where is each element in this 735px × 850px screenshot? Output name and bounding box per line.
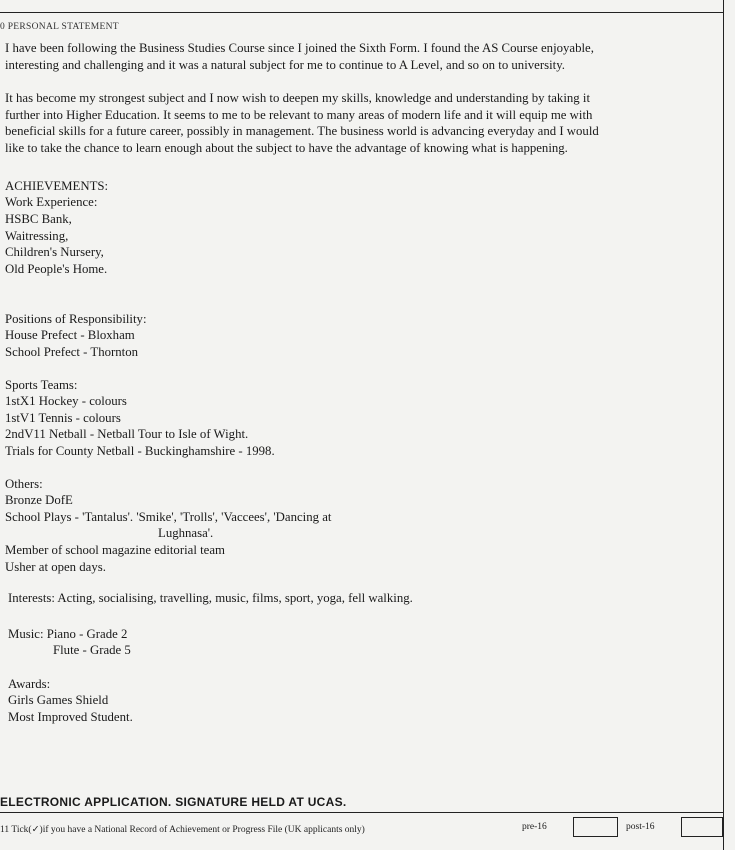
sports-heading: Sports Teams: [5,378,78,392]
top-rule [0,12,724,13]
list-item: School Prefect - Thornton [5,345,139,359]
pre16-label: pre-16 [522,822,547,832]
list-item: Girls Games Shield [8,693,109,707]
list-item: Trials for County Netball - Buckinghamshire - 1998. [5,444,275,458]
electronic-application-notice: ELECTRONIC APPLICATION. SIGNATURE HELD AT UCAS. [0,795,347,809]
achievements-heading: ACHIEVEMENTS: [5,179,109,193]
list-item: School Plays - 'Tantalus'. 'Smike', 'Trolls', 'Vaccees', 'Dancing at [5,510,332,524]
positions-heading: Positions of Responsibility: [5,312,147,326]
right-rule [723,0,724,850]
list-item: Usher at open days. [5,560,106,574]
statement-line: beneficial skills for a future career, possibly in management. The business world is advancing everyday and I would [5,124,599,138]
record-of-achievement-label: 11 Tick(✓)if you have a National Record of Achievement or Progress File (UK applicants only) [0,825,365,835]
list-item: 1stV1 Tennis - colours [5,411,121,425]
post16-checkbox[interactable] [681,817,723,837]
list-item: Member of school magazine editorial team [5,543,225,557]
statement-line: I have been following the Business Studies Course since I joined the Sixth Form. I found the AS Course enjoyable, [5,41,594,55]
list-item: Most Improved Student. [8,710,133,724]
awards-heading: Awards: [8,677,51,691]
list-item: Old People's Home. [5,262,108,276]
others-heading: Others: [5,477,43,491]
list-item: Bronze DofE [5,493,73,507]
work-experience-heading: Work Experience: [5,195,98,209]
list-item: HSBC Bank, [5,212,72,226]
list-item: 2ndV11 Netball - Netball Tour to Isle of Wight. [5,427,249,441]
list-item: Lughnasa'. [158,526,214,540]
list-item: Waitressing, [5,229,69,243]
list-item: 1stX1 Hockey - colours [5,394,127,408]
post16-label: post-16 [626,822,655,832]
statement-line: It has become my strongest subject and I now wish to deepen my skills, knowledge and understanding by taking it [5,91,590,105]
list-item: Children's Nursery, [5,245,104,259]
statement-line: interesting and challenging and it was a natural subject for me to continue to A Level, and so on to university. [5,58,565,72]
pre16-checkbox[interactable] [573,817,618,837]
list-item: House Prefect - Bloxham [5,328,135,342]
music-line: Flute - Grade 5 [53,643,131,657]
bottom-rule [0,812,724,813]
statement-line: further into Higher Education. It seems to me to be relevant to many areas of modern life and it will equip me with [5,108,593,122]
music-line: Music: Piano - Grade 2 [8,627,128,641]
section-heading: 0 PERSONAL STATEMENT [0,22,119,32]
statement-line: like to take the chance to learn enough about the subject to have the advantage of knowing what is happening. [5,141,568,155]
interests-line: Interests: Acting, socialising, travelling, music, films, sport, yoga, fell walking. [8,591,413,605]
